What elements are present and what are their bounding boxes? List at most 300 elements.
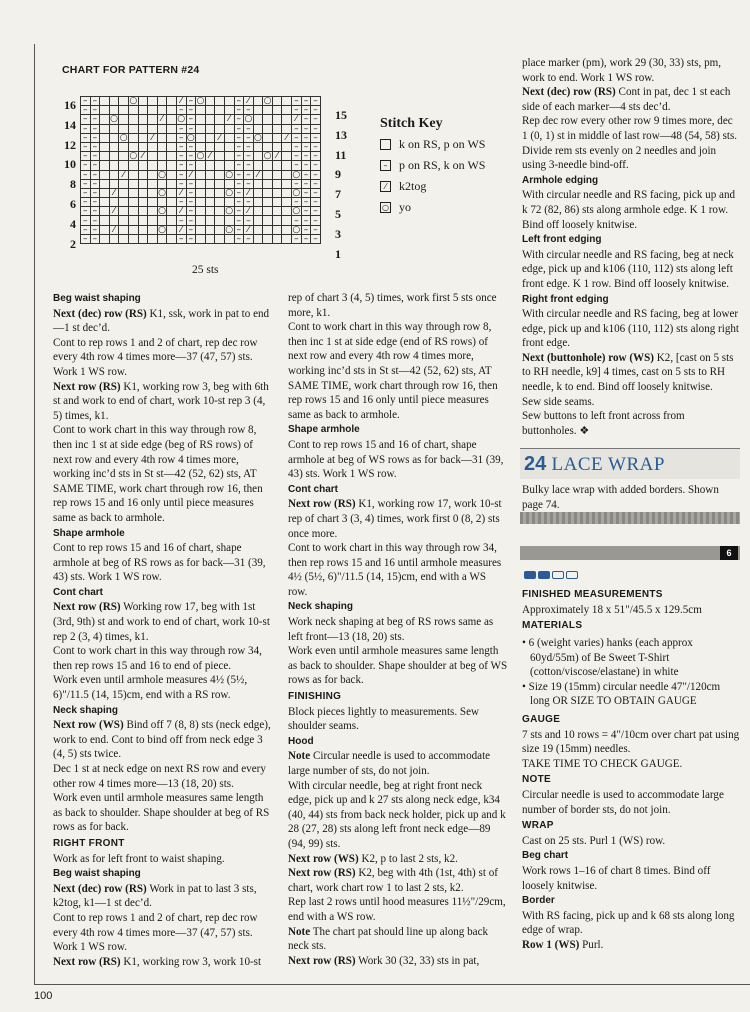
chart-cell — [253, 142, 263, 151]
chart-cell: – — [186, 142, 196, 151]
section-heading: Border — [522, 895, 555, 907]
chart-cell — [215, 198, 225, 207]
chart-cell — [272, 133, 282, 142]
yarn-weight-badge: 6 — [720, 546, 738, 560]
stitch-key-item — [380, 200, 411, 215]
chart-cell — [224, 133, 234, 142]
chart-cell — [119, 216, 129, 225]
paragraph — [522, 603, 740, 618]
section-heading: Shape armhole — [288, 424, 360, 436]
chart-row — [81, 198, 321, 207]
chart-cell: ○ — [158, 206, 166, 216]
chart-cell — [253, 216, 263, 225]
chart-row — [81, 188, 321, 197]
chart-cell: – — [301, 198, 311, 207]
chart-cell — [128, 179, 138, 188]
paragraph-text: Bind off 7 (8, 8) sts (neck edge), work to end. Cont to bind off from neck edge 3 (4, 5) sts twice. — [53, 719, 271, 761]
paragraph — [53, 644, 273, 673]
purl-symbol-icon: – — [380, 160, 391, 171]
chart-cell: – — [311, 124, 321, 133]
chart-cell: – — [186, 161, 196, 170]
chart-cell: – — [311, 216, 321, 225]
chart-cell: ⁄ — [244, 97, 254, 106]
chart-cell — [263, 198, 273, 207]
paragraph — [53, 336, 273, 380]
chart-cell: ⁄ — [215, 133, 225, 142]
chart-cell: – — [301, 142, 311, 151]
chart-cell — [205, 216, 215, 225]
chart-cell — [148, 97, 158, 106]
chart-cell: – — [234, 124, 244, 133]
chart-cell — [282, 97, 292, 106]
chart-cell — [167, 179, 177, 188]
paragraph-text: Cont to work chart in this way through row 34, then rep rows 15 and 16 until armhole measures 4½ (5½, 6)"/11.5 (14, 15)cm, end with a WS row. — [288, 542, 502, 598]
chart-cell — [272, 115, 282, 124]
pattern-description-text: Bulky lace wrap with added borders. Shown page 74. — [522, 484, 719, 511]
chart-cell — [253, 106, 263, 115]
row-label: Next (dec) row (RS) — [53, 882, 147, 895]
chart-cell — [109, 142, 119, 151]
chart-cell: – — [301, 133, 311, 142]
chart-cell: – — [90, 207, 100, 216]
chart-cell — [253, 234, 263, 243]
chart-cell — [263, 216, 273, 225]
chart-cell: ○ — [292, 170, 301, 180]
chart-row — [81, 161, 321, 170]
paragraph — [522, 395, 740, 410]
paragraph-text: Circular needle is used to accommodate large number of sts, do not join. — [288, 750, 491, 777]
chart-cell — [253, 124, 263, 133]
paragraph — [53, 541, 273, 585]
chart-cell — [109, 133, 119, 142]
section-heading: Beg waist shaping — [53, 293, 141, 304]
paragraph — [522, 351, 740, 395]
paragraph-text: K2, beg with 4th (1st, 4th) st of chart, work chart row 1 to last 2 sts, k2. — [288, 867, 498, 894]
chart-cell — [253, 188, 263, 197]
chart-cell: – — [311, 198, 321, 207]
chart-cell — [119, 161, 129, 170]
section-heading: Beg waist shaping — [53, 868, 141, 880]
chart-cell — [119, 152, 129, 161]
chart-cell — [109, 152, 119, 161]
chart-cell — [215, 207, 225, 216]
chart-cell — [205, 161, 215, 170]
paragraph-text: Sew buttons to left front across from buttonholes. ❖ — [522, 410, 685, 437]
chart-cell: – — [186, 97, 196, 106]
paragraph — [522, 788, 740, 817]
chart-cell — [167, 198, 177, 207]
chart-cell — [215, 106, 225, 115]
paragraph-text: Work as for left front to waist shaping. — [53, 852, 225, 865]
chart-cell: – — [81, 142, 91, 151]
chart-cell — [263, 133, 273, 142]
chart-cell — [109, 234, 119, 243]
chart-cell: – — [234, 234, 244, 243]
section-heading: WRAP — [522, 820, 554, 832]
chart-cell: – — [311, 179, 321, 188]
chart-cell — [157, 97, 167, 106]
skill-level-pip — [552, 571, 564, 579]
chart-cell — [205, 97, 215, 106]
chart-cell — [196, 198, 206, 207]
chart-row — [81, 216, 321, 225]
chart-cell — [100, 207, 110, 216]
chart-cell — [272, 179, 282, 188]
row-label: Note — [288, 750, 311, 763]
chart-cell: – — [311, 97, 321, 106]
pattern-title — [524, 453, 665, 476]
chart-cell — [157, 106, 167, 115]
paragraph — [53, 955, 273, 970]
row-label: Next row (WS) — [53, 719, 124, 732]
chart-cell — [138, 161, 148, 170]
paragraph — [522, 85, 740, 114]
chart-cell: ○ — [196, 96, 205, 106]
chart-cell — [100, 170, 110, 179]
chart-cell: – — [301, 225, 311, 234]
chart-cell: – — [301, 216, 311, 225]
stitch-key-title: Stitch Key — [380, 116, 443, 131]
chart-row-number: 11 — [335, 147, 347, 162]
chart-cell — [205, 133, 215, 142]
chart-cell: – — [234, 97, 244, 106]
chart-cell: – — [176, 152, 186, 161]
chart-cell: ⁄ — [176, 188, 186, 197]
chart-cell: – — [90, 179, 100, 188]
chart-cell — [138, 133, 148, 142]
paragraph-text: Cont to rep rows 15 and 16 of chart, shape armhole at beg of RS rows as for back—31 (39, 43) sts. Work 1 WS row. — [53, 542, 266, 584]
chart-cell: – — [176, 170, 186, 179]
chart-cell: – — [244, 170, 254, 179]
chart-cell: – — [234, 115, 244, 124]
paragraph-text: K1, ssk, work in pat to end—1 st dec’d. — [53, 307, 270, 335]
chart-cell — [100, 161, 110, 170]
paragraph — [522, 248, 740, 292]
chart-row — [81, 142, 321, 151]
chart-cell — [224, 152, 234, 161]
chart-cell: – — [301, 179, 311, 188]
pattern-number: 24 — [524, 453, 547, 475]
chart-row — [81, 225, 321, 234]
row-label: Next row (RS) — [53, 955, 121, 968]
section-heading: Shape armhole — [53, 527, 125, 539]
chart-cell: – — [311, 234, 321, 243]
chart-cell: – — [311, 106, 321, 115]
materials-item: • 6 (weight varies) hanks (each approx 60yd/55m) of Be Sweet T-Shirt (cotton/viscose/elastane) in white — [522, 637, 693, 679]
chart-cell — [167, 170, 177, 179]
chart-cell — [148, 152, 158, 161]
chart-row-number: 16 — [64, 98, 76, 112]
chart-cell: ○ — [129, 151, 138, 161]
chart-cell — [167, 97, 177, 106]
chart-cell: – — [244, 124, 254, 133]
chart-cell: – — [244, 152, 254, 161]
chart-cell — [215, 188, 225, 197]
chart-cell: – — [301, 170, 311, 179]
chart-cell — [205, 207, 215, 216]
yo-symbol-icon: ○ — [380, 202, 391, 213]
paragraph — [522, 409, 740, 438]
chart-cell — [196, 207, 206, 216]
paragraph — [522, 757, 740, 772]
chart-cell — [148, 234, 158, 243]
chart-row-number: 9 — [335, 167, 341, 182]
chart-cell: ⁄ — [176, 97, 186, 106]
chart-cell — [138, 115, 148, 124]
chart-title: CHART FOR PATTERN #24 — [62, 64, 200, 76]
chart-cell: – — [176, 198, 186, 207]
chart-cell — [167, 133, 177, 142]
chart-cell — [109, 97, 119, 106]
chart-cell: – — [301, 106, 311, 115]
stitch-key-item — [380, 137, 485, 152]
section-heading: NOTE — [522, 774, 551, 786]
chart-cell — [100, 198, 110, 207]
chart-cell — [282, 179, 292, 188]
chart-cell — [100, 142, 110, 151]
paragraph-text: With circular needle and RS facing, beg at neck edge, pick up and k106 (110, 112) sts along left front edge. K 1 row. Bind off loosely knitwise. — [522, 248, 734, 290]
chart-cell — [272, 97, 282, 106]
paragraph — [53, 852, 273, 867]
chart-cell — [167, 124, 177, 133]
chart-cell: ○ — [254, 133, 262, 143]
chart-cell: – — [90, 115, 100, 124]
paragraph-text: Cont in pat, dec 1 st each side of each marker—4 sts dec’d. — [522, 86, 731, 113]
chart-row-number: 8 — [70, 177, 76, 192]
chart-cell: ○ — [119, 133, 128, 143]
chart-cell — [148, 170, 158, 179]
chart-cell — [196, 161, 206, 170]
chart-cell: – — [301, 124, 311, 133]
chart-cell: – — [234, 133, 244, 142]
paragraph — [288, 320, 508, 422]
chart-cell — [100, 216, 110, 225]
stitch-key-label: k2tog — [399, 179, 427, 193]
paragraph — [53, 380, 273, 424]
paragraph — [522, 938, 740, 953]
section-heading: Left front edging — [522, 234, 602, 246]
chart-cell — [157, 133, 167, 142]
chart-cell: – — [186, 207, 196, 216]
chart-row — [81, 115, 321, 124]
chart-cell: – — [234, 188, 244, 197]
chart-cell: ○ — [196, 151, 205, 161]
chart-cell — [128, 106, 138, 115]
chart-row-number: 7 — [335, 187, 341, 202]
chart-cell — [109, 216, 119, 225]
page-number: 100 — [34, 990, 53, 1002]
chart-cell — [272, 161, 282, 170]
paragraph — [288, 497, 508, 541]
chart-row-number: 10 — [64, 157, 76, 172]
chart-cell — [138, 179, 148, 188]
chart-cell — [282, 106, 292, 115]
chart-cell: ○ — [158, 188, 166, 198]
chart-row — [81, 179, 321, 188]
chart-cell: – — [301, 152, 311, 161]
chart-cell — [119, 188, 129, 197]
chart-cell: – — [81, 106, 91, 115]
chart-cell: – — [186, 115, 196, 124]
chart-cell — [148, 198, 158, 207]
paragraph-text: Work 30 (32, 33) sts in pat, — [355, 954, 480, 967]
chart-cell — [263, 225, 273, 234]
chart-cell: – — [234, 207, 244, 216]
chart-cell — [272, 106, 282, 115]
chart-cell — [148, 188, 158, 197]
chart-cell — [196, 170, 206, 179]
chart-cell — [157, 124, 167, 133]
chart-cell — [128, 115, 138, 124]
paragraph — [288, 644, 508, 688]
chart-cell — [128, 198, 138, 207]
chart-cell: – — [311, 142, 321, 151]
text-column-1 — [53, 291, 273, 969]
chart-cell: – — [244, 198, 254, 207]
knitting-chart-grid — [80, 96, 321, 244]
chart-cell: – — [81, 152, 91, 161]
chart-cell — [100, 115, 110, 124]
k2tog-symbol-icon: ⁄ — [380, 181, 391, 192]
chart-cell: ⁄ — [157, 115, 167, 124]
chart-cell — [109, 198, 119, 207]
chart-cell — [263, 179, 273, 188]
paragraph-text: With RS facing, pick up and k 68 sts along long edge of wrap. — [522, 909, 735, 937]
paragraph-text: Cast on 25 sts. Purl 1 (WS) row. — [522, 834, 666, 847]
text-column-2 — [288, 291, 508, 968]
chart-row-number: 15 — [335, 108, 347, 122]
chart-cell — [100, 234, 110, 243]
paragraph — [522, 307, 740, 351]
chart-cell — [205, 170, 215, 179]
skill-level-meter — [524, 571, 578, 579]
chart-cell: ○ — [225, 188, 234, 198]
paragraph — [522, 728, 740, 757]
chart-cell — [263, 115, 273, 124]
chart-row — [81, 207, 321, 216]
chart-cell: – — [244, 161, 254, 170]
row-label: Next row (RS) — [288, 954, 356, 967]
paragraph — [288, 291, 508, 320]
chart-cell — [167, 115, 177, 124]
chart-cell — [148, 142, 158, 151]
chart-cell — [138, 170, 148, 179]
chart-cell: ○ — [263, 151, 272, 161]
pattern-description — [522, 483, 740, 512]
chart-cell — [205, 188, 215, 197]
chart-cell — [215, 142, 225, 151]
paragraph-text: 7 sts and 10 rows = 4"/10cm over chart pat using size 19 (15mm) needles. — [522, 728, 740, 756]
paragraph — [53, 600, 273, 644]
chart-cell — [100, 152, 110, 161]
chart-cell: – — [81, 188, 91, 197]
chart-cell: ⁄ — [176, 207, 186, 216]
chart-cell: – — [234, 225, 244, 234]
section-heading: FINISHED MEASUREMENTS — [522, 589, 663, 600]
chart-row-number: 6 — [70, 197, 76, 211]
row-label: Next row (RS) — [288, 867, 356, 880]
chart-cell — [119, 106, 129, 115]
paragraph — [288, 954, 508, 969]
chart-cell — [148, 207, 158, 216]
chart-cell — [205, 115, 215, 124]
row-label: Note — [288, 925, 311, 938]
paragraph-text: Work neck shaping at beg of RS rows same as left front—13 (18, 20) sts. — [288, 616, 494, 643]
chart-row — [81, 106, 321, 115]
chart-cell — [224, 198, 234, 207]
paragraph — [288, 779, 508, 852]
chart-cell: – — [81, 115, 91, 124]
knit-symbol-icon — [380, 139, 391, 150]
chart-cell: – — [186, 152, 196, 161]
paragraph-text: With circular needle and RS facing, pick up and k 72 (82, 86) sts along armhole edge. K 1 row. Bind off loosely knitwise. — [522, 189, 736, 231]
paragraph-text: Work rows 1–16 of chart 8 times. Bind off loosely knitwise. — [522, 864, 711, 892]
chart-cell: – — [81, 170, 91, 179]
chart-cell: – — [90, 234, 100, 243]
chart-cell: ⁄ — [244, 225, 254, 234]
chart-cell — [167, 142, 177, 151]
chart-cell: – — [176, 124, 186, 133]
chart-cell: ⁄ — [138, 152, 148, 161]
section-heading: Cont chart — [288, 483, 338, 495]
chart-cell — [148, 161, 158, 170]
chart-cell — [205, 179, 215, 188]
chart-cell: – — [292, 133, 302, 142]
chart-cell — [253, 198, 263, 207]
chart-cell — [224, 106, 234, 115]
chart-cell: – — [244, 234, 254, 243]
chart-cell — [128, 234, 138, 243]
chart-cell: – — [311, 170, 321, 179]
paragraph — [288, 541, 508, 599]
chart-cell: – — [311, 133, 321, 142]
chart-cell: – — [292, 152, 302, 161]
paragraph-text: Rep dec row every other row 9 times more, dec 1 (0, 1) st in middle of last row—48 (54, 58) sts. Divide rem sts evenly on 2 needles and join using 3-needle bind-off. — [522, 115, 738, 172]
chart-cell — [205, 225, 215, 234]
paragraph-text: rep of chart 3 (4, 5) times, work first 5 sts once more, k1. — [288, 292, 497, 319]
chart-cell: – — [90, 97, 100, 106]
chart-cell — [196, 142, 206, 151]
chart-cell: – — [234, 179, 244, 188]
chart-cell — [272, 170, 282, 179]
chart-cell — [263, 106, 273, 115]
chart-cell: ⁄ — [186, 170, 196, 179]
paragraph — [522, 864, 740, 893]
chart-cell — [119, 115, 129, 124]
chart-cell — [224, 97, 234, 106]
chart-cell — [148, 106, 158, 115]
chart-cell — [167, 106, 177, 115]
chart-cell: – — [81, 179, 91, 188]
chart-cell — [167, 225, 177, 234]
paragraph-text: Sew side seams. — [522, 395, 595, 408]
chart-cell — [263, 234, 273, 243]
chart-cell: – — [244, 179, 254, 188]
chart-cell — [119, 225, 129, 234]
chart-cell — [215, 170, 225, 179]
paragraph-text: Work in pat to last 3 sts, k2tog, k1—1 st dec’d. — [53, 882, 257, 910]
paragraph-text: Cont to work chart in this way through row 34, then rep rows 15 and 16 to end of piece. — [53, 645, 262, 672]
row-label: Next (buttonhole) row (WS) — [522, 351, 654, 364]
chart-cell — [109, 106, 119, 115]
chart-cell — [263, 188, 273, 197]
chart-cell — [138, 142, 148, 151]
chart-cell — [272, 234, 282, 243]
chart-cell — [196, 234, 206, 243]
chart-cell: ⁄ — [109, 188, 119, 197]
paragraph-text: With circular needle, beg at right front neck edge, pick up and k 27 sts along neck edge, k34 (40, 44) sts from back neck holder, pick up and k 28 (27, 28) sts along left front neck edge—89 (94, 99) sts. — [288, 779, 506, 850]
paragraph-text: K1, working row 3, work 10-st — [120, 955, 262, 968]
